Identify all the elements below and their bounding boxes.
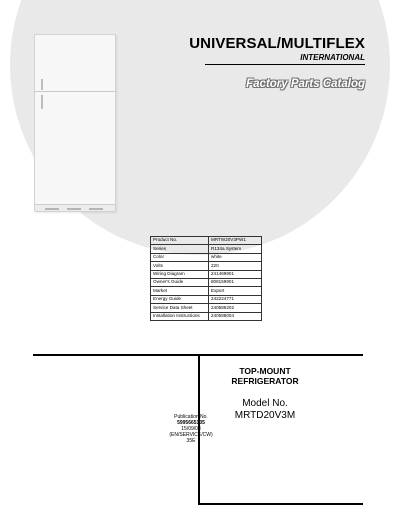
spec-value: 240586202: [209, 304, 262, 312]
publication-page-code: 35E: [186, 438, 196, 444]
table-row: [151, 237, 262, 245]
spec-value: 220: [209, 262, 262, 270]
table-row: [151, 253, 262, 261]
brand-divider: [205, 64, 365, 65]
model-label: Model No.: [242, 398, 288, 409]
publication-lang: (EN/SERVICE/CW): [169, 432, 213, 438]
publication-number: 5995665105: [177, 420, 205, 426]
catalog-title: Factory Parts Catalog: [246, 78, 365, 90]
box-bottom-border: [198, 503, 363, 505]
brand-name: UNIVERSAL/MULTIFLEX: [189, 35, 365, 52]
spec-label: Owner's Guide: [151, 278, 209, 286]
spec-value: 241469901: [209, 270, 262, 278]
spec-value: 808159901: [209, 278, 262, 286]
product-block: [200, 366, 330, 422]
freezer-door: [35, 35, 115, 92]
spec-label: Series: [151, 245, 209, 253]
spec-label: Installation Instructions: [151, 312, 209, 320]
spec-label: Product No.: [151, 237, 209, 245]
kick-grille: [35, 204, 115, 211]
spec-value: Export: [209, 287, 262, 295]
publication-date: 15/09/03: [181, 426, 201, 432]
brand-block: [189, 35, 365, 65]
spec-label: Color: [151, 253, 209, 261]
table-row: [151, 304, 262, 312]
specs-table: [150, 236, 262, 321]
spec-label: Service Data Sheet: [151, 304, 209, 312]
table-row: [151, 278, 262, 286]
freezer-handle: [41, 79, 43, 90]
spec-value: 242224771: [209, 295, 262, 303]
spec-value: 240588004: [209, 312, 262, 320]
spec-label: Wiring Diagram: [151, 270, 209, 278]
table-row: [151, 295, 262, 303]
model-number: MRTD20V3M: [234, 410, 296, 421]
product-type-line2: REFRIGERATOR: [231, 376, 299, 386]
table-row: [151, 312, 262, 320]
spec-label: Energy Guide: [151, 295, 209, 303]
spec-value: white: [209, 253, 262, 261]
brand-subtitle: INTERNATIONAL: [300, 53, 365, 62]
spec-value: R134a System: [209, 245, 262, 253]
table-row: [151, 270, 262, 278]
table-row: [151, 287, 262, 295]
spec-label: Market: [151, 287, 209, 295]
spec-label: Volts: [151, 262, 209, 270]
fresh-food-handle: [41, 95, 43, 109]
product-type-line1: TOP-MOUNT: [239, 366, 291, 376]
table-row: [151, 262, 262, 270]
refrigerator-image: [34, 34, 116, 212]
publication-block: [168, 414, 214, 444]
table-row: [151, 245, 262, 253]
spec-value: MRTW20V3PW1: [209, 237, 262, 245]
publication-label: Publication No.: [174, 414, 208, 420]
